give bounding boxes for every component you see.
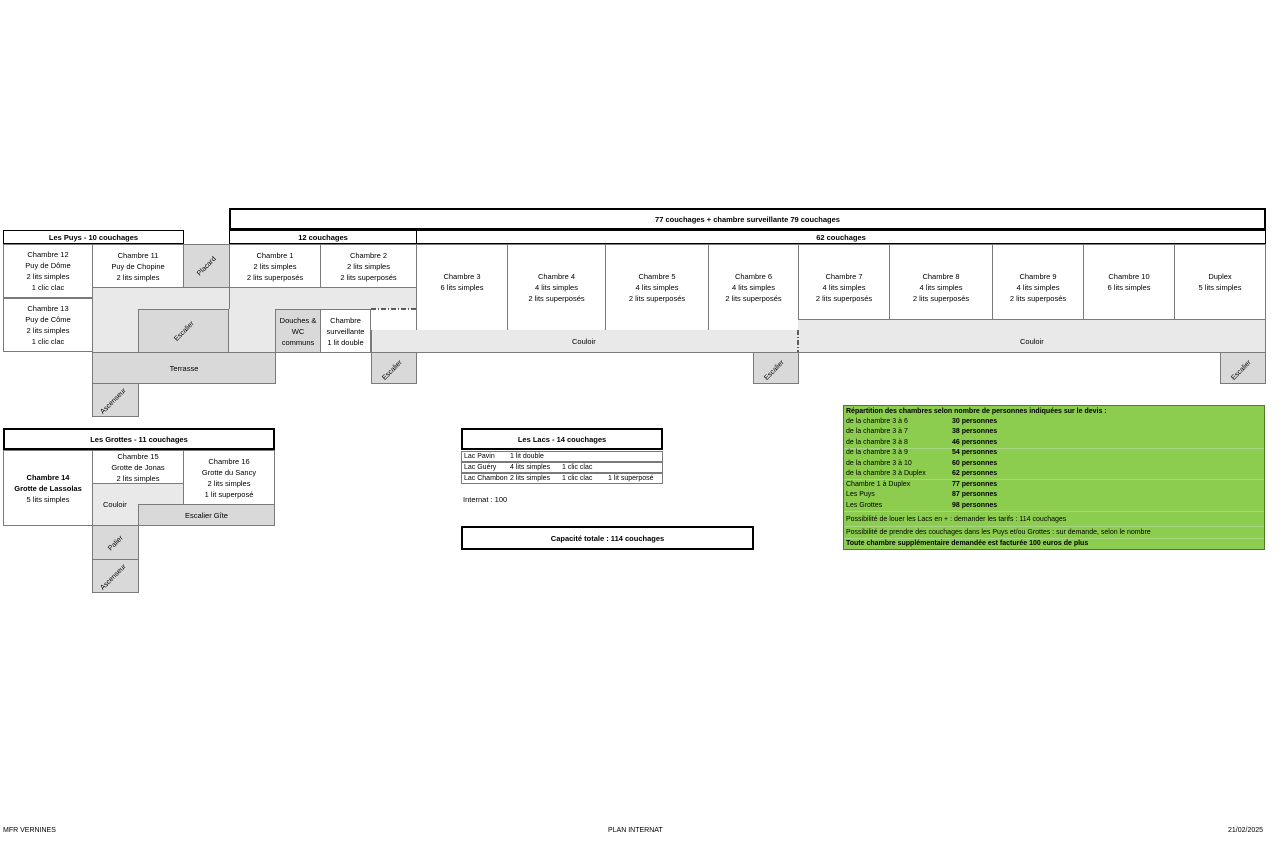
landing-label: Palier — [107, 534, 125, 553]
lac-beds-1: 1 lit double — [510, 453, 544, 460]
landing — [92, 525, 139, 560]
room-chambre-15 — [92, 450, 184, 484]
room-beds: 2 lits simples — [116, 473, 160, 483]
room-title: Douches & — [279, 315, 317, 325]
repartition-note-price: Toute chambre supplémentaire demandée est facturée 100 euros de plus — [846, 540, 1089, 547]
room-beds: communs — [281, 337, 315, 347]
room-title: Chambre 4 — [537, 272, 576, 281]
room-title: Chambre 16 — [208, 456, 250, 466]
room-beds: 2 lits simples — [116, 273, 160, 282]
room-chambre-12 — [3, 244, 93, 298]
room-title: Chambre 3 — [443, 272, 481, 281]
room-beds: 4 lits simples — [635, 283, 679, 292]
lac-beds-2: 1 clic clac — [562, 464, 593, 471]
room-chambre-10 — [1083, 244, 1175, 331]
lac-beds-1: 2 lits simples — [510, 475, 551, 482]
room-title: Chambre 10 — [1108, 272, 1150, 281]
room-chambre-16 — [183, 450, 275, 505]
room-title: Chambre 7 — [825, 272, 863, 281]
stairs-center-label: Escalier — [763, 359, 786, 382]
terrace-label: Terrasse — [169, 363, 199, 373]
dashed-partition — [371, 307, 421, 311]
room-beds: 2 lits simples — [26, 272, 70, 281]
room-beds: 4 lits simples — [919, 283, 963, 292]
room-chambre-3 — [416, 244, 508, 331]
terrace — [92, 352, 276, 384]
room-beds: Grotte de Lassolas — [14, 483, 82, 493]
repartition-note-lacs — [846, 515, 1066, 525]
room-beds: Grotte du Sancy — [201, 467, 257, 477]
repartition-range: Les Puys — [846, 491, 875, 498]
room-title: Chambre 15 — [117, 451, 159, 461]
room-beds: Grotte de Jonas — [111, 462, 165, 472]
placard-label: Placard — [196, 255, 218, 278]
lacs-row — [461, 462, 663, 473]
repartition-count: 46 personnes — [952, 439, 998, 446]
repartition-range: de la chambre 3 à 8 — [846, 439, 908, 446]
repartition-row — [846, 448, 998, 458]
room-title: Chambre 13 — [27, 304, 69, 313]
stairs-gite — [138, 504, 275, 526]
separator — [844, 511, 1264, 512]
room-chambre-8 — [889, 244, 993, 331]
room-beds: 1 clic clac — [31, 283, 65, 292]
repartition-range: de la chambre 3 à 9 — [846, 449, 908, 456]
room-beds: WC — [291, 326, 305, 336]
room-chambre-13 — [3, 298, 93, 352]
repartition-row — [846, 480, 998, 490]
room-beds: Puy de Côme — [25, 315, 71, 324]
room-beds: surveillante — [326, 326, 365, 336]
room-title: Chambre 14 — [26, 472, 70, 482]
room-title: Chambre 6 — [734, 272, 773, 281]
room-beds: 1 lit superposé — [204, 489, 254, 499]
repartition-row — [846, 417, 998, 427]
repartition-count: 77 personnes — [952, 481, 998, 488]
stairs-gite-label: Escalier Gîte — [185, 510, 228, 520]
room-beds: 2 lits simples — [347, 261, 390, 271]
room-beds: Puy de Dôme — [25, 261, 71, 270]
repartition-row — [846, 427, 998, 437]
repartition-count: 54 personnes — [952, 449, 998, 456]
stairs-puys-label: Escalier — [173, 320, 196, 343]
elevator-puys-label: Ascenseur — [99, 387, 128, 416]
lacs-row — [461, 473, 663, 484]
repartition-count: 30 personnes — [952, 418, 998, 425]
internat-capacity: Internat : 100 — [463, 495, 508, 504]
room-beds: 5 lits simples — [26, 494, 70, 504]
room-title: Chambre 9 — [1019, 272, 1057, 281]
corridor-east-b — [798, 319, 1266, 353]
room-chambre-4 — [507, 244, 606, 331]
room-title: Chambre 1 — [256, 250, 294, 260]
repartition-count: 87 personnes — [952, 491, 998, 498]
room-chambre-7 — [798, 244, 890, 331]
room-beds: 2 lits superposés — [912, 294, 970, 303]
room-beds: 2 lits simples — [207, 478, 251, 488]
room-beds: 4 lits simples — [1016, 283, 1060, 292]
footer-org: MFR VERNINES — [3, 827, 56, 834]
room-title: Chambre 2 — [349, 250, 388, 260]
repartition-range: Les Grottes — [846, 502, 883, 509]
room-chambre-11 — [92, 244, 184, 288]
room-beds: 2 lits superposés — [1009, 294, 1067, 303]
stairs-east-label: Escalier — [1230, 359, 1253, 382]
repartition-range: de la chambre 3 à 6 — [846, 418, 908, 425]
repartition-row — [846, 459, 998, 469]
room-chambre-1 — [229, 244, 321, 288]
separator — [844, 526, 1264, 527]
repartition-range: de la chambre 3 à 10 — [846, 460, 912, 467]
lac-beds-2: 1 clic clac — [562, 475, 593, 482]
elevator-puys — [92, 383, 139, 417]
room-chambre-2 — [320, 244, 417, 288]
repartition-count: 98 personnes — [952, 502, 998, 509]
room-beds: 2 lits superposés — [725, 294, 782, 303]
corridor-twelve — [229, 287, 417, 309]
room-duplex — [1174, 244, 1266, 320]
stairs-puys — [138, 309, 229, 353]
header-total: 77 couchages + chambre surveillante 79 couchages — [229, 208, 1266, 230]
room-beds: 1 lit double — [327, 337, 364, 347]
repartition-count: 60 personnes — [952, 460, 998, 467]
stairs-east — [1220, 352, 1266, 384]
header-12-couchages: 12 couchages — [229, 230, 417, 244]
header-les-puys: Les Puys - 10 couchages — [3, 230, 184, 244]
lacs-row — [461, 451, 663, 462]
room-chambre-14 — [3, 450, 93, 526]
room-beds: 2 lits simples — [253, 261, 297, 271]
room-beds: 2 lits superposés — [815, 294, 873, 303]
repartition-row — [846, 501, 998, 511]
room-chambre-9 — [992, 244, 1084, 331]
room-beds: 2 lits superposés — [628, 294, 686, 303]
room-beds: 6 lits simples — [440, 283, 484, 292]
room-beds: 1 clic clac — [31, 337, 65, 346]
room-beds: 6 lits simples — [1107, 283, 1151, 292]
stairs-twelve-label: Escalier — [381, 359, 404, 382]
corridor-east-b-label: Couloir — [1020, 337, 1044, 346]
room-beds: 5 lits simples — [1198, 283, 1242, 292]
room-beds: 4 lits simples — [732, 283, 775, 292]
header-62-couchages: 62 couchages — [416, 230, 1266, 244]
room-title: Chambre 8 — [922, 272, 960, 281]
header-les-grottes: Les Grottes - 11 couchages — [3, 428, 275, 450]
room-beds: 2 lits superposés — [340, 272, 397, 282]
dashed-partition-east — [796, 330, 800, 354]
room-beds: Puy de Chopine — [111, 262, 165, 271]
repartition-row — [846, 438, 998, 448]
placard — [183, 244, 230, 288]
total-capacity: Capacité totale : 114 couchages — [461, 526, 754, 550]
room-title: Chambre — [330, 315, 361, 325]
room-beds: 2 lits superposés — [246, 272, 304, 282]
corridor-grottes-label: Couloir — [103, 500, 127, 509]
corridor-east-a-label: Couloir — [572, 337, 596, 346]
room-title: Duplex — [1208, 272, 1232, 281]
elevator-grottes — [92, 559, 139, 593]
repartition-row — [846, 469, 998, 479]
footer-date: 21/02/2025 — [1228, 827, 1264, 834]
repartition-table — [843, 405, 1265, 550]
repartition-row — [846, 490, 998, 500]
repartition-range: Chambre 1 à Duplex — [846, 481, 911, 488]
repartition-note-extra: Possibilité de prendre des couchages dans les Puys et/ou Grottes : sur demande, selon le nombre — [846, 529, 1151, 536]
repartition-count: 38 personnes — [952, 428, 998, 435]
lac-beds-3: 1 lit superposé — [608, 475, 654, 482]
repartition-range: de la chambre 3 à 7 — [846, 428, 908, 435]
elevator-grottes-label: Ascenseur — [99, 563, 128, 592]
room-surveillante — [320, 309, 371, 353]
stairs-center — [753, 352, 799, 384]
header-les-lacs: Les Lacs - 14 couchages — [461, 428, 663, 450]
room-chambre-6 — [708, 244, 799, 331]
repartition-count: 62 personnes — [952, 470, 998, 477]
room-beds: 4 lits simples — [535, 283, 578, 292]
footer-title: PLAN INTERNAT — [608, 827, 663, 834]
note-lacs-text: Possibilité de louer les Lacs en + : demander les tarifs : 114 couchages — [846, 516, 1067, 523]
lac-beds-1: 4 lits simples — [510, 464, 551, 471]
lac-name: Lac Pavin — [464, 453, 495, 460]
room-title: Chambre 11 — [117, 251, 159, 260]
room-title: Chambre 5 — [638, 272, 676, 281]
room-beds: 2 lits simples — [26, 326, 70, 335]
room-beds: 4 lits simples — [822, 283, 866, 292]
repartition-title: Répartition des chambres selon nombre de personnes indiquées sur le devis : — [846, 408, 1107, 415]
lac-name: Lac Guéry — [464, 464, 497, 471]
lac-name: Lac Chambon — [464, 475, 508, 482]
room-title: Chambre 12 — [27, 250, 69, 259]
room-chambre-5 — [605, 244, 709, 331]
stairs-twelve — [371, 352, 417, 384]
repartition-range: de la chambre 3 à Duplex — [846, 470, 926, 477]
room-beds: 2 lits superposés — [528, 294, 585, 303]
showers-wc — [275, 309, 321, 353]
